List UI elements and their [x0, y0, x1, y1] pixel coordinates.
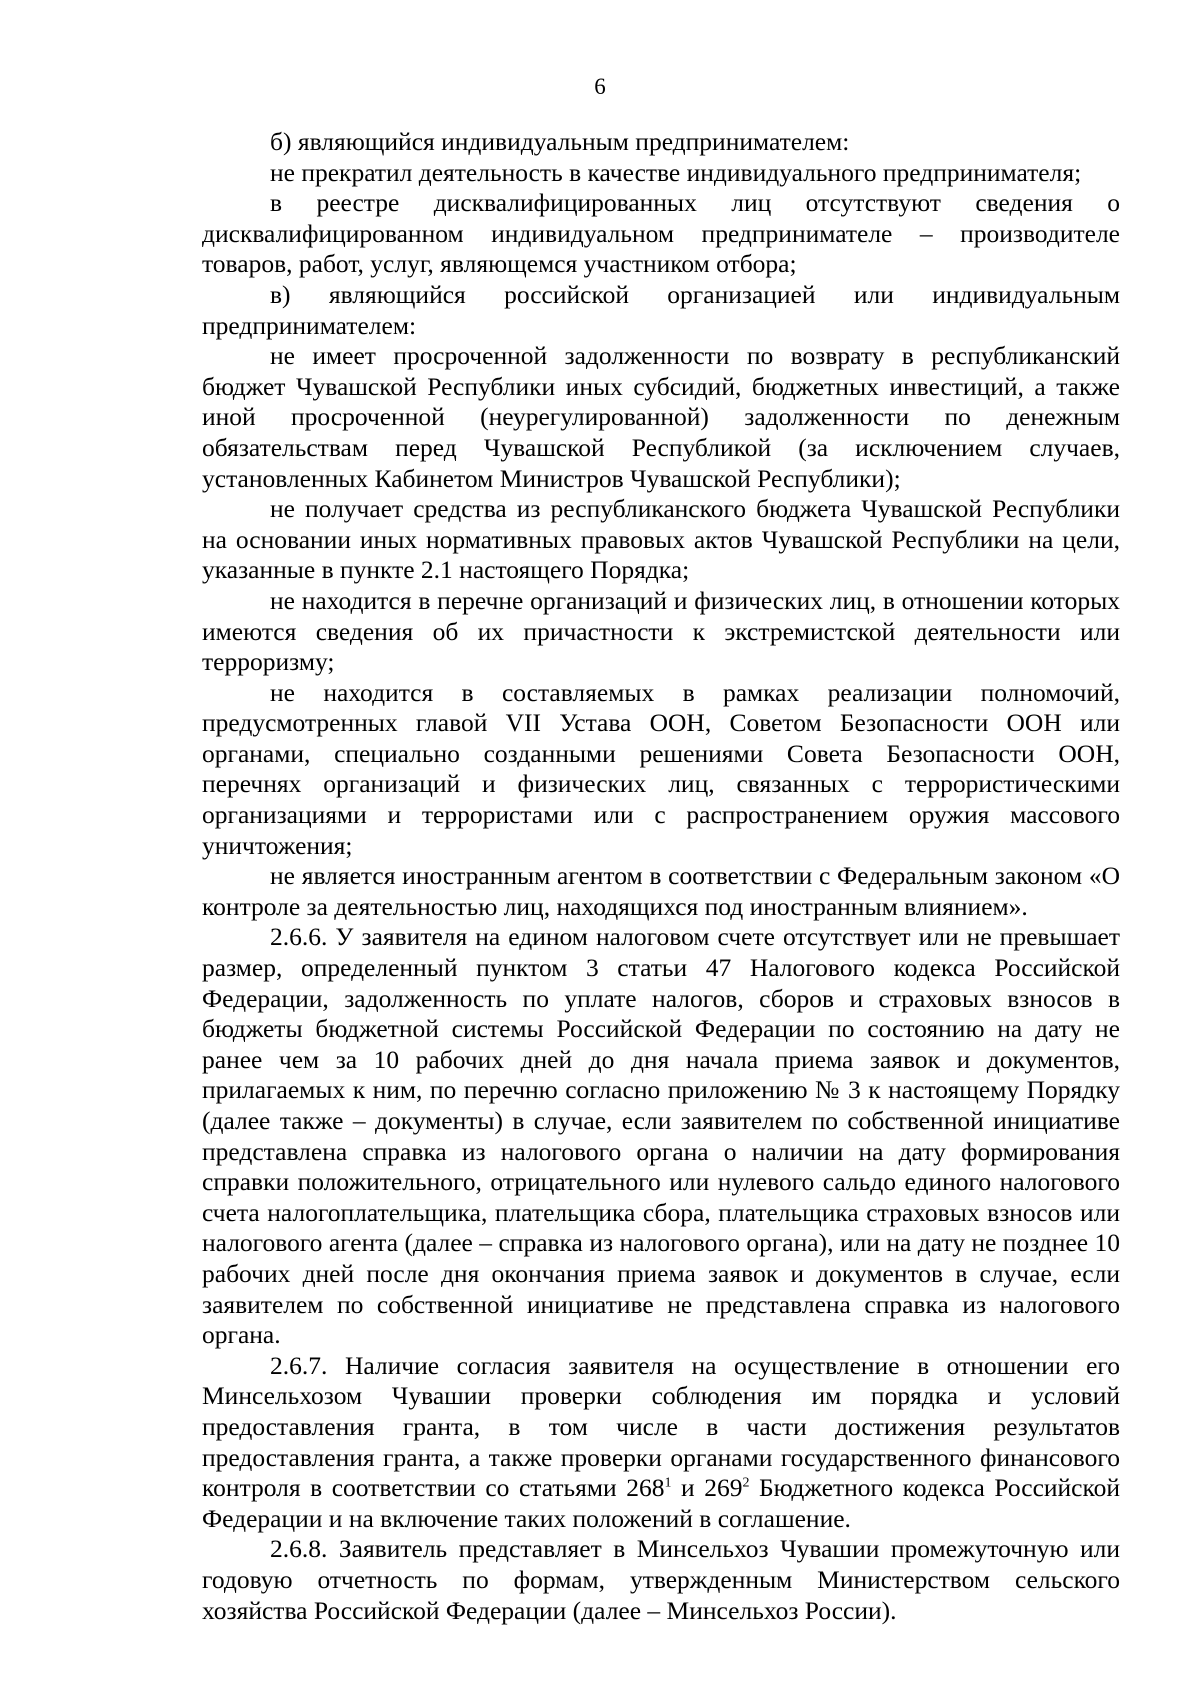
paragraph: б) являющийся индивидуальным предпринимателем:: [270, 127, 850, 156]
paragraph-2-6-8: 2.6.8. Заявитель представляет в Минсельхоз Чувашии промежуточную или годовую отчетность по формам, утвержденным Министерством сельского хозяйства Российской Федерации (далее – Минсельхоз России).: [202, 1534, 1120, 1625]
paragraph: 2.6.6. У заявителя на едином налоговом счете отсутствует или не превышает размер, определенный пунктом 3 статьи 47 Налогового кодекса Российской Федерации, задолженность по уплате налогов, сборов и страховых взносов в бюджеты бюджетной системы Российской Федерации по состоянию на дату не ранее чем за 10 рабочих дней до дня начала приема заявок и документов, прилагаемых к ним, по перечню согласно приложению № 3 к настоящему Порядку (далее также – документы) в случае, если заявителем по собственной инициативе представлена справка из налогового органа о наличии на дату формирования справки положительного, отрицательного или нулевого сальдо единого налогового счета налогоплательщика, плательщика сбора, плательщика страховых взносов или налогового агента (далее – справка из налогового органа), или на дату не позднее 10 рабочих дней после дня окончания приема заявок и документов в случае, если заявителем по собственной инициативе не представлена справка из налогового органа.: [202, 922, 1120, 1350]
document-body: [202, 127, 1120, 1626]
paragraph: не получает средства из республиканского бюджета Чувашской Республики на основании иных нормативных правовых актов Чувашской Республики на цели, указанные в пункте 2.1 настоящего Порядка;: [202, 494, 1120, 585]
paragraph: не является иностранным агентом в соответствии с Федеральным законом «О контроле за деятельностью лиц, находящихся под иностранным влиянием».: [202, 861, 1120, 921]
superscript: 2: [742, 1475, 750, 1491]
page-number: 6: [594, 74, 606, 99]
paragraph-text: 2.6.7. Наличие согласия заявителя на осуществление в отношении его Минсельхозом Чувашии проверки соблюдения им порядка и условий предоставления гранта, в том числе в части достижения результатов предоставления гранта, а также проверки органами государственного финансового контроля в соответствии со статьями 268: [202, 1350, 1120, 1503]
paragraph: не находится в составляемых в рамках реализации полномочий, предусмотренных главой VII Устава ООН, Советом Безопасности ООН или органами, специально созданными решениями Совета Безопасности ООН, перечнях организаций и физических лиц, связанных с террористическими организациями и террористами или с распространением оружия массового уничтожения;: [202, 677, 1120, 860]
paragraph-2-6-7: [202, 1351, 1120, 1535]
paragraph-text: и 269: [671, 1473, 743, 1503]
paragraph: в) являющийся российской организацией или индивидуальным предпринимателем:: [202, 279, 1120, 340]
paragraph: не находится в перечне организаций и физических лиц, в отношении которых имеются сведения об их причастности к экстремистской деятельности или терроризму;: [202, 585, 1120, 677]
paragraph: не имеет просроченной задолженности по возврату в республиканский бюджет Чувашской Республики иных субсидий, бюджетных инвестиций, а также иной просроченной (неурегулированной) задолженности по денежным обязательствам перед Чувашской Республикой (за исключением случаев, установленных Кабинетом Министров Чувашской Республики);: [202, 341, 1120, 493]
paragraph-text: Бюджетного кодекса Российской Федерации и на включение таких положений в соглашение.: [202, 1473, 1120, 1533]
superscript: 1: [664, 1475, 672, 1491]
paragraph: в реестре дисквалифицированных лиц отсутствуют сведения о дисквалифицированном индивидуальном предпринимателе – производителе товаров, работ, услуг, являющемся участником отбора;: [202, 188, 1120, 279]
paragraph: не прекратил деятельность в качестве индивидуального предпринимателя;: [270, 157, 1082, 187]
